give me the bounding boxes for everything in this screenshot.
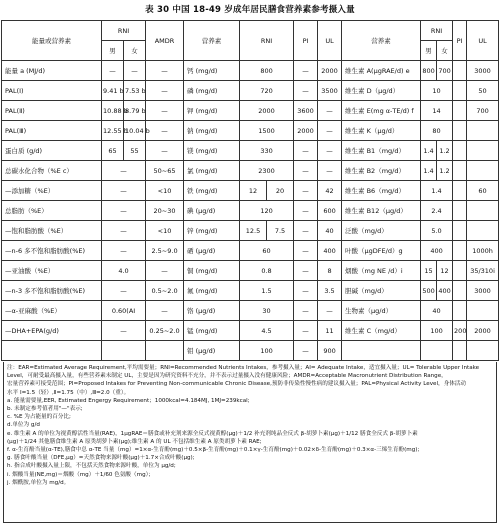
note-line: 注：EAR=Estimated Average Requirement,平均需要量；RNI=Recommended Nutrients Intakes，参考摄入量；AI= Adequate Intake，适宜摄入量；UL= Tolerable Upper Intake	[7, 365, 480, 371]
vitamin-rni: 40	[421, 301, 453, 321]
note-line: Level，可耐受最高摄入量，有些营养素未制定 UL，主要是因为研究资料不充分，并不表示过量摄入没有健康风险；AMDR=Acceptable Macronutrient Distribution Range，	[7, 373, 447, 380]
amdr-value: —	[146, 121, 184, 141]
header-pi: PI	[294, 21, 318, 61]
vitamin-name: 维生素 B6（mg/d）	[342, 181, 421, 201]
mineral-name: 铬 (μg/d)	[184, 301, 240, 321]
mineral-ul: —	[318, 101, 342, 121]
vitamin-pi	[453, 201, 467, 221]
amdr-value: <10	[146, 181, 184, 201]
rni-value: 4.0	[102, 261, 146, 281]
mineral-rni: 4.5	[240, 321, 294, 341]
mineral-pi: —	[294, 81, 318, 101]
amdr-value	[146, 341, 184, 361]
vitamin-pi	[453, 241, 467, 261]
vitamin-ul	[467, 161, 499, 181]
vitamin-rni-female: 700	[437, 61, 453, 81]
vitamin-rni: 10	[421, 81, 453, 101]
header-female: 女	[124, 41, 146, 61]
note-line: 宏量营养素可接受范围；PI=Proposed Intakes for Preventing Non-communicable Chronic Disease,预防非传染性慢性病的建议摄入量；PAL=Physical Activity Level，身体活动	[7, 381, 466, 388]
mineral-rni-male: 12	[240, 181, 267, 201]
mineral-name: 钠 (mg/d)	[184, 121, 240, 141]
vitamin-rni-male: 1.4	[421, 161, 437, 181]
mineral-ul: 42	[318, 181, 342, 201]
table-row	[2, 221, 499, 241]
row-label: —饱和脂肪酸（%E）	[2, 221, 102, 241]
vitamin-pi	[453, 221, 467, 241]
mineral-pi: —	[294, 201, 318, 221]
row-label: PAL(Ⅱ)	[2, 101, 102, 121]
table-row	[2, 321, 499, 341]
rni-female: 55	[124, 141, 146, 161]
vitamin-ul: 700	[467, 101, 499, 121]
mineral-pi: —	[294, 61, 318, 81]
table-row	[2, 301, 499, 321]
vitamin-name: 维生素 D（μg/d）	[342, 81, 421, 101]
mineral-rni: 60	[240, 241, 294, 261]
table-title: 表 30 中国 18-49 岁成年居民膳食营养素参考摄入量	[145, 5, 355, 15]
mineral-name: 镁 (mg/d)	[184, 141, 240, 161]
rni-female: 10.04 b	[124, 121, 146, 141]
vitamin-rni-female: 400	[437, 281, 453, 301]
vitamin-pi	[453, 261, 467, 281]
mineral-pi: —	[294, 221, 318, 241]
header-amdr: AMDR	[146, 21, 184, 61]
mineral-rni: 720	[240, 81, 294, 101]
note-line: h. 指合成叶酸摄入量上限，不包括天然食物来源叶酸，单位为 μg/d;	[7, 463, 176, 470]
vitamin-rni-male: 1.4	[421, 141, 437, 161]
row-label: PAL(Ⅲ)	[2, 121, 102, 141]
vitamin-rni: 5.0	[421, 221, 453, 241]
vitamin-rni: 1.4	[421, 181, 453, 201]
header-female-3: 女	[437, 41, 453, 61]
vitamin-ul: 3000	[467, 281, 499, 301]
header-rni-2: RNI	[240, 21, 294, 61]
header-row-1	[2, 21, 499, 41]
amdr-value: 20~30	[146, 201, 184, 221]
table-notes	[3, 362, 497, 523]
mineral-ul: —	[318, 161, 342, 181]
amdr-value: 0.5~2.0	[146, 281, 184, 301]
mineral-name: 铁 (mg/d)	[184, 181, 240, 201]
header-ul-3: UL	[467, 21, 499, 61]
rni-value: 0.60(AI	[102, 301, 146, 321]
vitamin-name: 叶酸（μgDFE/d）g	[342, 241, 421, 261]
mineral-ul: 3.5	[318, 281, 342, 301]
vitamin-name: 维生素 A(μgRAE/d) e	[342, 61, 421, 81]
table-row	[2, 121, 499, 141]
vitamin-pi	[453, 141, 467, 161]
mineral-rni-female: 20	[267, 181, 294, 201]
rni-male: 9.41 b	[102, 81, 124, 101]
row-label: PAL(Ⅰ)	[2, 81, 102, 101]
note-line: g. 膳食叶酸当量（DFE,μg）=天然食物来源叶酸(μg)＋1.7×合成叶酸(μg);	[7, 455, 195, 462]
mineral-pi: —	[294, 181, 318, 201]
mineral-ul: 400	[318, 241, 342, 261]
mineral-pi: —	[294, 161, 318, 181]
vitamin-pi	[453, 181, 467, 201]
vitamin-ul	[467, 341, 499, 361]
amdr-value: —	[146, 61, 184, 81]
mineral-ul: —	[318, 141, 342, 161]
vitamin-ul	[467, 121, 499, 141]
rni-value: —	[102, 201, 146, 221]
row-label: —添加糖（%E）	[2, 181, 102, 201]
vitamin-rni: 400	[421, 241, 453, 261]
vitamin-rni-male: 800	[421, 61, 437, 81]
header-ul: UL	[318, 21, 342, 61]
mineral-name: 铜 (mg/d)	[184, 261, 240, 281]
vitamin-rni: 80	[421, 121, 453, 141]
rni-male: —	[102, 61, 124, 81]
rni-female: —	[124, 61, 146, 81]
rni-value: —	[102, 221, 146, 241]
vitamin-pi	[453, 301, 467, 321]
table-row	[2, 241, 499, 261]
mineral-ul: 8	[318, 261, 342, 281]
header-nutrient: 能量或营养素	[2, 21, 102, 61]
note-line: d.单位为 g/d	[7, 422, 40, 429]
header-male: 男	[102, 41, 124, 61]
mineral-ul: —	[318, 121, 342, 141]
amdr-value: 2.5~9.0	[146, 241, 184, 261]
amdr-value: 0.25~2.0	[146, 321, 184, 341]
table-row	[2, 341, 499, 361]
mineral-pi: —	[294, 261, 318, 281]
row-label: —n-6 多不饱和脂肪酸(%E)	[2, 241, 102, 261]
note-line: (μg)＋1/24 其他膳食维生素 A 原类胡萝卜素(μg);维生素 A 的 UL 不包括维生素 A 原类胡萝卜素 RAE;	[7, 438, 262, 445]
mineral-rni-female: 7.5	[267, 221, 294, 241]
amdr-value: —	[146, 101, 184, 121]
vitamin-name: 维生素 B1（mg/d）	[342, 141, 421, 161]
mineral-pi: —	[294, 141, 318, 161]
row-label: —α-亚麻酸（%E）	[2, 301, 102, 321]
rni-value	[102, 341, 146, 361]
amdr-value: <10	[146, 221, 184, 241]
vitamin-rni-female: 1.2	[437, 161, 453, 181]
nutrient-reference-table	[1, 20, 499, 361]
row-label: 总碳水化合物（%E c）	[2, 161, 102, 181]
vitamin-ul: 2000	[467, 321, 499, 341]
vitamin-ul: 35/310i	[467, 261, 499, 281]
row-label: 总脂肪（%E）	[2, 201, 102, 221]
rni-value: —	[102, 321, 146, 341]
vitamin-pi	[453, 101, 467, 121]
mineral-rni: 800	[240, 61, 294, 81]
vitamin-pi	[453, 161, 467, 181]
table-row	[2, 141, 499, 161]
table-row	[2, 181, 499, 201]
mineral-rni: 0.8	[240, 261, 294, 281]
amdr-value: —	[146, 141, 184, 161]
amdr-value: —	[146, 261, 184, 281]
vitamin-name: 生物素（μg/d）	[342, 301, 421, 321]
vitamin-name: 维生素 C（mg/d）	[342, 321, 421, 341]
mineral-ul: —	[318, 301, 342, 321]
note-line: b. 未制定参考值者用"—"表示;	[7, 406, 83, 413]
header-pi-3: PI	[453, 21, 467, 61]
mineral-ul: 11	[318, 321, 342, 341]
mineral-rni: 100	[240, 341, 294, 361]
note-line: f. α-生育酚当量(α-TE),膳食中总 α-TE 当量（mg）=1×α-生育酚(mg)＋0.5×β-生育酚(mg)＋0.1×γ-生育酚(mg)＋0.02×δ-生育酚(mg)＋0.3×α-三烯生育酚(mg);	[7, 447, 420, 454]
vitamin-ul	[467, 141, 499, 161]
row-label: —n-3 多不饱和脂肪酸(%E)	[2, 281, 102, 301]
header-male-3: 男	[421, 41, 437, 61]
mineral-rni-male: 12.5	[240, 221, 267, 241]
header-rni: RNI	[102, 21, 146, 41]
vitamin-ul	[467, 201, 499, 221]
note-line: 水平 Ⅰ=1.5（轻）,Ⅱ=1.75（中）,Ⅲ=2.0（重）。	[7, 389, 130, 396]
vitamin-name	[342, 341, 421, 361]
mineral-ul: 600	[318, 201, 342, 221]
vitamin-name: 维生素 B2（mg/d）	[342, 161, 421, 181]
amdr-value: —	[146, 301, 184, 321]
vitamin-name: 烟酸（mg NE /d）i	[342, 261, 421, 281]
amdr-value: 50~65	[146, 161, 184, 181]
vitamin-pi	[453, 121, 467, 141]
vitamin-rni: 14	[421, 101, 453, 121]
note-line: e. 维生素 A 的单位为视黄醇活性当量(RAE)，1μgRAE＝膳食或补充剂来源全反式视黄醇(μg)＋1/2 补充剂纯品全反式 β-胡萝卜素(μg)＋1/12 膳食全反式 β-胡萝卜素	[7, 430, 418, 437]
mineral-pi: —	[294, 301, 318, 321]
mineral-name: 锌 (mg/d)	[184, 221, 240, 241]
mineral-name: 钾 (mg/d)	[184, 101, 240, 121]
amdr-value: —	[146, 81, 184, 101]
vitamin-ul: 1000h	[467, 241, 499, 261]
row-label: 能量 a (MJ/d)	[2, 61, 102, 81]
note-line: a. 能量需要量,EER, Estimated Engergy Requirement；1000kcal=4.184MJ, 1MJ=239kcal;	[7, 397, 250, 404]
mineral-pi: —	[294, 341, 318, 361]
note-line: j. 烟酰胺,单位为 mg/d。	[7, 479, 70, 486]
mineral-name: 氯 (mg/d)	[184, 161, 240, 181]
vitamin-pi	[453, 61, 467, 81]
mineral-rni: 30	[240, 301, 294, 321]
mineral-rni: 120	[240, 201, 294, 221]
row-label: —DHA+EPA(g/d)	[2, 321, 102, 341]
vitamin-name: 泛酸（mg/d）	[342, 221, 421, 241]
vitamin-rni: 2.4	[421, 201, 453, 221]
mineral-ul: 900	[318, 341, 342, 361]
table-row	[2, 201, 499, 221]
vitamin-ul: 50	[467, 81, 499, 101]
mineral-name: 钼 (μg/d)	[184, 341, 240, 361]
header-nutrient-3: 营养素	[342, 21, 421, 61]
mineral-rni: 1.5	[240, 281, 294, 301]
rni-value: —	[102, 241, 146, 261]
vitamin-rni	[421, 341, 453, 361]
vitamin-name: 维生素 B12（μg/d）	[342, 201, 421, 221]
mineral-rni: 2300	[240, 161, 294, 181]
mineral-name: 磷 (mg/d)	[184, 81, 240, 101]
mineral-name: 钙 (mg/d)	[184, 61, 240, 81]
mineral-rni: 330	[240, 141, 294, 161]
mineral-ul: 2000	[318, 61, 342, 81]
rni-female: 8.79 b	[124, 101, 146, 121]
header-rni-3: RNI	[421, 21, 453, 41]
mineral-rni: 2000	[240, 101, 294, 121]
rni-value: —	[102, 161, 146, 181]
table-row	[2, 81, 499, 101]
vitamin-name: 维生素 E(mg α-TE/d) f	[342, 101, 421, 121]
vitamin-ul: 3000	[467, 61, 499, 81]
table-row	[2, 261, 499, 281]
vitamin-rni-male: 500	[421, 281, 437, 301]
rni-value: —	[102, 181, 146, 201]
mineral-ul: 40	[318, 221, 342, 241]
row-label: —亚油酸（%E）	[2, 261, 102, 281]
vitamin-rni-female: 12	[437, 261, 453, 281]
vitamin-pi: 200	[453, 321, 467, 341]
vitamin-rni-male: 15	[421, 261, 437, 281]
vitamin-pi	[453, 281, 467, 301]
mineral-name: 锰 (mg/d)	[184, 321, 240, 341]
table-row	[2, 61, 499, 81]
mineral-pi: —	[294, 321, 318, 341]
note-line: c. %E 为占能量的百分比;	[7, 414, 71, 421]
table-row	[2, 161, 499, 181]
rni-male: 10.88 b	[102, 101, 124, 121]
vitamin-rni: 100	[421, 321, 453, 341]
mineral-name: 氟 (mg/d)	[184, 281, 240, 301]
vitamin-name: 胆碱（mg/d）	[342, 281, 421, 301]
table-row	[2, 281, 499, 301]
note-line: i. 烟酸当量(NE,mg)＝烟酸（mg）＋1/60 色氨酸（mg）；	[7, 471, 155, 478]
mineral-pi: 2000	[294, 121, 318, 141]
vitamin-ul	[467, 221, 499, 241]
mineral-pi: 3600	[294, 101, 318, 121]
mineral-pi: —	[294, 281, 318, 301]
vitamin-pi	[453, 81, 467, 101]
vitamin-rni-female: 1.2	[437, 141, 453, 161]
vitamin-ul	[467, 301, 499, 321]
vitamin-name: 维生素 K（μg/d）	[342, 121, 421, 141]
table-row	[2, 101, 499, 121]
mineral-name: 碘 (μg/d)	[184, 201, 240, 221]
mineral-ul: 3500	[318, 81, 342, 101]
mineral-name: 硒 (μg/d)	[184, 241, 240, 261]
row-label: 蛋白质 (g/d)	[2, 141, 102, 161]
mineral-pi: —	[294, 241, 318, 261]
vitamin-pi	[453, 341, 467, 361]
header-nutrient-2: 营养素	[184, 21, 240, 61]
mineral-rni: 1500	[240, 121, 294, 141]
rni-value: —	[102, 281, 146, 301]
row-label	[2, 341, 102, 361]
vitamin-ul: 60	[467, 181, 499, 201]
rni-female: 7.53 b	[124, 81, 146, 101]
rni-male: 12.55 b	[102, 121, 124, 141]
rni-male: 65	[102, 141, 124, 161]
